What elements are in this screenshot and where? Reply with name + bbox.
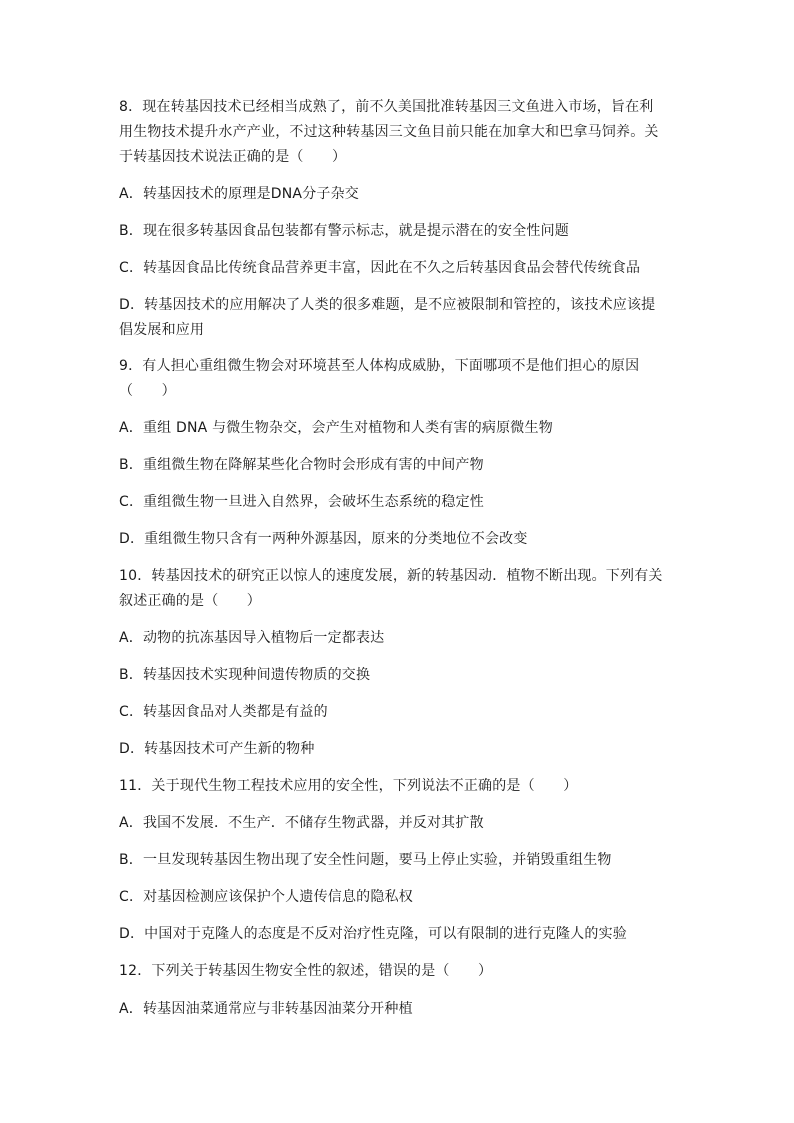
question-9-option-a: A．重组 DNA 与微生物杂交，会产生对植物和人类有害的病原微生物 — [119, 420, 553, 436]
question-10-option-d: D．转基因技术可产生新的物种 — [119, 741, 315, 757]
question-10-option-b: B．转基因技术实现种间遗传物质的交换 — [119, 667, 371, 683]
question-9-option-c: C．重组微生物一旦进入自然界，会破坏生态系统的稳定性 — [119, 494, 484, 510]
question-9-stem-line-1: 9．有人担心重组微生物会对环境甚至人体构成威胁，下面哪项不是他们担心的原因 — [119, 358, 640, 374]
question-9-option-d: D．重组微生物只含有一两种外源基因，原来的分类地位不会改变 — [119, 531, 528, 547]
question-8-option-b: B．现在很多转基因食品包装都有警示标志，就是提示潜在的安全性问题 — [119, 223, 570, 239]
question-10-stem-line-1: 10．转基因技术的研究正以惊人的速度发展，新的转基因动．植物不断出现。下列有关 — [119, 568, 663, 584]
question-10-option-c: C．转基因食品对人类都是有益的 — [119, 704, 328, 720]
question-8-option-d-line-2: 倡发展和应用 — [119, 322, 205, 338]
question-9-option-b: B．重组微生物在降解某些化合物时会形成有害的中间产物 — [119, 457, 484, 473]
question-8-stem-line-3: 于转基因技术说法正确的是（ ） — [119, 149, 347, 165]
question-12-stem: 12．下列关于转基因生物安全性的叙述，错误的是（ ） — [119, 963, 493, 979]
question-11-option-b: B．一旦发现转基因生物出现了安全性问题，要马上停止实验，并销毁重组生物 — [119, 852, 612, 868]
question-10-option-a: A．动物的抗冻基因导入植物后一定都表达 — [119, 630, 385, 646]
question-11-option-c: C．对基因检测应该保护个人遗传信息的隐私权 — [119, 889, 413, 905]
question-11-stem: 11．关于现代生物工程技术应用的安全性，下列说法不正确的是（ ） — [119, 778, 578, 794]
question-8-option-c: C．转基因食品比传统食品营养更丰富，因此在不久之后转基因食品会替代传统食品 — [119, 260, 641, 276]
question-11-option-d: D．中国对于克隆人的态度是不反对治疗性克隆，可以有限制的进行克隆人的实验 — [119, 926, 627, 942]
question-8-option-d-line-1: D．转基因技术的应用解决了人类的很多难题，是不应被限制和管控的，该技术应该提 — [119, 297, 656, 313]
question-8-stem-line-2: 用生物技术提升水产产业，不过这种转基因三文鱼目前只能在加拿大和巴拿马饲养。关 — [119, 124, 659, 140]
question-8-stem-line-1: 8．现在转基因技术已经相当成熟了，前不久美国批准转基因三文鱼进入市场，旨在利 — [119, 99, 654, 115]
question-9-stem-line-2: （ ） — [119, 383, 176, 399]
question-12-option-a: A．转基因油菜通常应与非转基因油菜分开种植 — [119, 1001, 413, 1017]
question-10-stem-line-2: 叙述正确的是（ ） — [119, 593, 261, 609]
question-11-option-a: A．我国不发展．不生产．不储存生物武器，并反对其扩散 — [119, 815, 484, 831]
question-8-option-a: A．转基因技术的原理是DNA分子杂交 — [119, 186, 360, 202]
